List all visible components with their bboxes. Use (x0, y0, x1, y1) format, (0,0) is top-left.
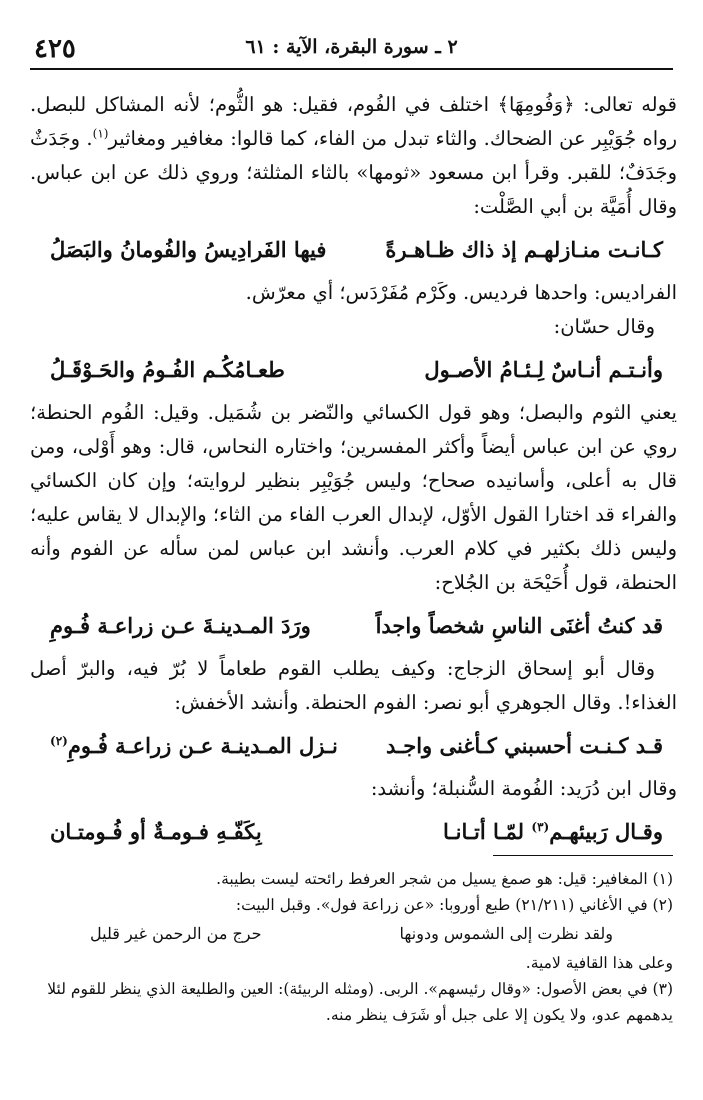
verse-text: نـزل المـدينـة عـن زراعـة فُـومِ (67, 733, 338, 758)
running-head: ٢ ـ سورة البقرة، الآية : ٦١ (245, 36, 458, 58)
footnote: (٣) في بعض الأصول: «وقال رئيسهم». الربى. (ومثله الربيئة): العين والطليعة الذي ينظر للقوم لئلا يدهمهم عدو، ولا يكون إلا على جبل أو شَرَف ينظر منه. (47, 980, 673, 1024)
paragraph: الفراديس: واحدها فرديس. وكَرْم مُفَرْدَس؛ أي معرّش. (245, 281, 677, 304)
verse-second-half (50, 728, 338, 764)
paragraph: وقال حسّان: (553, 315, 655, 338)
verse-second-half: فيها الفَرادِيسُ والفُومانُ والبَصَلُ (50, 237, 327, 262)
verse-second-half: ورَدَ المـدينـةَ عـن زراعـة فُـومِ (50, 613, 311, 638)
page-number: ٤٢٥ (34, 34, 76, 64)
footnote: (٢) في الأغاني (٢١/٢١١) طبع أوروبا: «عن زراعة فول». وقبل البيت: (235, 896, 673, 914)
verse-second-half: طعـامُكُـم الفُـومُ والحَـوْقَـلُ (50, 357, 285, 382)
verse-second-half: حرج من الرحمن غير قليل (90, 924, 262, 943)
footnote-verse (30, 920, 673, 948)
verse-text: لمّـا أتـانـا (443, 819, 532, 844)
poetry-verse (30, 814, 677, 850)
paragraph-text: قوله تعالى: ﴿وَفُومِهَا﴾ اختلف في الفُوم، فقيل: هو الثُّوم؛ لأنه المشاكل للبصل. رواه جُوَيْبِر عن الضحاك. والثاء تبدل من الفاء، كما قالوا: مغافير ومغاثير (30, 93, 677, 150)
verse-second-half: بِكَفّـهِ فـومـةٌ أو فُـومتـان (50, 819, 262, 844)
poetry-verse (30, 352, 677, 388)
footnote: (١) المغافير: قيل: هو صمغ يسيل من شجر العرفط رائحته ليست بطيبة. (216, 870, 673, 888)
poetry-verse (30, 728, 677, 764)
footnote-marker: (٢) (50, 734, 68, 748)
verse-first-half: قـد كـنـت أحسبني كـأغنى واجـد (386, 733, 663, 758)
footnote-marker: (١) (92, 126, 109, 141)
paragraph: وقال أبو إسحاق الزجاج: وكيف يطلب القوم طعاماً لا بُرّ فيه، والبرّ أصل الغذاء!. وقال الجوهري أبو نصر: الفوم الحنطة. وأنشد الأخفش: (30, 657, 677, 714)
footnotes (30, 866, 673, 1028)
poetry-verse (30, 608, 677, 644)
verse-text: وقـال رَبيئهـم (549, 819, 663, 844)
paragraph (30, 88, 677, 224)
verse-first-half: وأنـتـم أنـاسٌ لِـئـامُ الأصـول (424, 357, 663, 382)
poetry-verse (30, 232, 677, 268)
main-text (30, 88, 677, 858)
paragraph-text: . وجَدَثٌ وجَدَفٌ؛ للقبر. وقرأ ابن مسعود «ثومها» بالثاء المثلثة؛ وروي ذلك عن ابن عباس. وقال أُمَيَّة بن أبي الصَّلْت: (30, 127, 677, 218)
paragraph: وقال ابن دُرَيد: الفُومة السُّنبلة؛ وأنشد: (370, 777, 677, 800)
paragraph: يعني الثوم والبصل؛ وهو قول الكسائي والنّضر بن شُمَيل. وقيل: الفُوم الحنطة؛ روي عن ابن عباس أيضاً وأكثر المفسرين؛ واختاره النحاس، قال: وهو أَوْلى، ومن قال به أعلى، وأسانيده صحاح؛ وليس جُوَيْبِر بنظير لروايته؛ وإن كان الكسائي والفراء قد اختارا القول الأوّل، لإبدال العرب الفاء من الثاء؛ والإبدال لا يقاس عليه؛ وليس ذلك بكثير في كلام العرب. وأنشد ابن عباس لمن سأله عن الفوم وأنه الحنطة، قول أُحَيْحَة بن الجُلاح: (30, 401, 677, 594)
page-header (30, 28, 673, 70)
footnote-divider (493, 855, 673, 856)
verse-first-half: ولقد نظرت إلى الشموس ودونها (399, 924, 613, 943)
verse-first-half: قد كنتُ أغنَى الناسِ شخصاً واجداً (375, 613, 663, 638)
footnote-continuation: وعلى هذا القافية لامية. (525, 954, 673, 972)
verse-first-half (443, 814, 663, 850)
footnote-marker: (٣) (531, 820, 550, 834)
verse-first-half: كـانـت منـازلهـم إذ ذاك ظـاهـرةً (385, 237, 663, 262)
